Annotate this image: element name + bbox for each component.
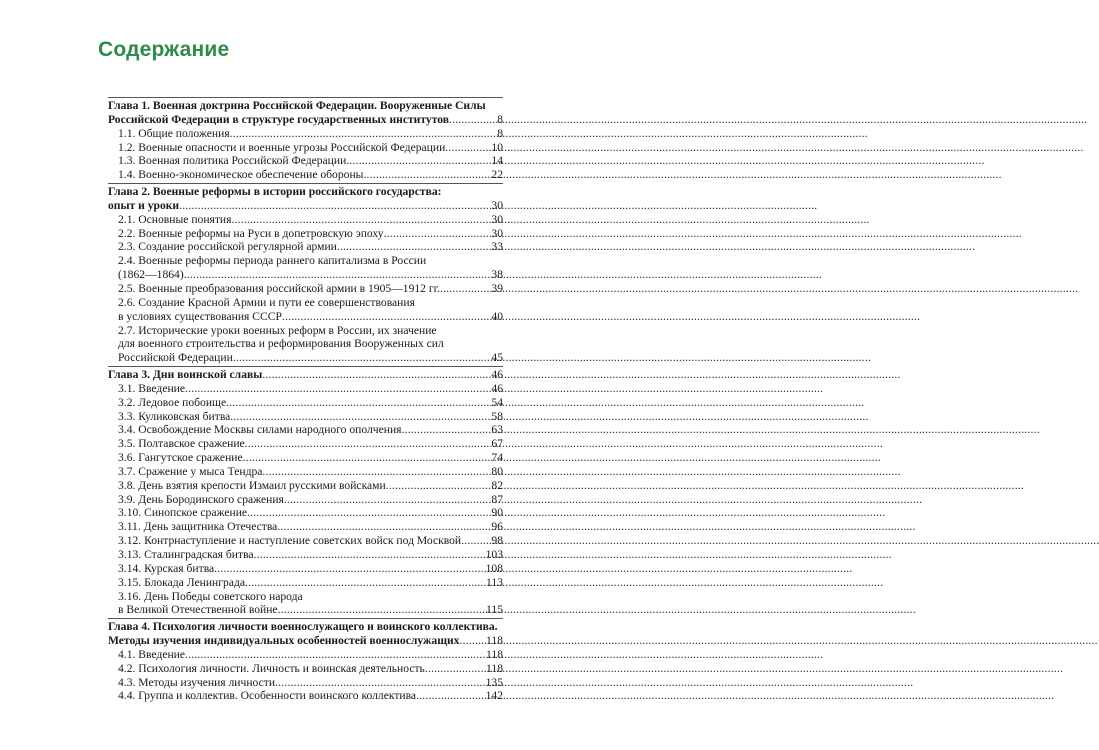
toc-section-entry[interactable] <box>108 689 503 703</box>
section-title: 3.9. День Бородинского сражения <box>118 492 284 506</box>
dot-leader <box>243 451 492 465</box>
toc-section-entry[interactable] <box>108 423 503 437</box>
page-number: 113 <box>486 575 503 589</box>
page-title: Содержание <box>98 38 230 61</box>
chapter-divider <box>108 97 503 98</box>
toc-section-entry[interactable] <box>108 662 503 676</box>
page-number: 67 <box>491 437 503 451</box>
section-title-line: 3.16. День Победы советского народа <box>118 589 303 603</box>
dot-leader <box>337 240 492 254</box>
toc-section-entry[interactable] <box>108 437 503 451</box>
dot-leader <box>226 396 491 410</box>
page-number: 135 <box>485 675 503 689</box>
toc-chapter-entry[interactable] <box>108 368 503 382</box>
toc-section-entry[interactable] <box>108 127 503 141</box>
toc-section-entry[interactable] <box>108 451 503 465</box>
toc-chapter-entry[interactable] <box>108 199 503 213</box>
section-title: 1.2. Военные опасности и военные угрозы Российской Федерации <box>118 140 446 154</box>
section-title: в Великой Отечественной войне <box>118 603 278 617</box>
toc-section-entry[interactable] <box>108 603 503 617</box>
page-number: 108 <box>485 561 503 575</box>
section-title-line: 2.4. Военные реформы периода раннего капитализма в России <box>118 254 427 268</box>
dot-leader <box>386 479 492 493</box>
section-title-line: 2.7. Исторические уроки военных реформ в России, их значение <box>118 323 437 337</box>
dot-leader <box>262 465 491 479</box>
page-number: 45 <box>491 351 503 365</box>
page-number: 82 <box>491 478 503 492</box>
dot-leader <box>284 493 492 507</box>
page-number: 46 <box>491 381 503 395</box>
toc-section-entry[interactable] <box>108 648 503 662</box>
dot-leader <box>230 127 498 141</box>
page-number: 40 <box>491 309 503 323</box>
toc-section-entry[interactable] <box>108 282 503 296</box>
toc-chapter-entry[interactable] <box>108 113 503 127</box>
section-title: 2.1. Основные понятия <box>118 212 232 226</box>
page-number: 63 <box>491 423 503 437</box>
chapter-divider <box>108 183 503 184</box>
dot-leader <box>185 382 491 396</box>
toc-chapter <box>108 182 503 365</box>
chapter-title-line: Глава 2. Военные реформы в истории российского государства: <box>108 185 442 199</box>
section-title: 4.3. Методы изучения личности <box>118 675 276 689</box>
toc-section-entry[interactable] <box>108 141 503 155</box>
page-number: 14 <box>491 154 503 168</box>
section-title: 2.2. Военные реформы на Руси в допетровскую эпоху <box>118 226 384 240</box>
dot-leader <box>459 634 486 648</box>
toc-section-entry[interactable] <box>108 562 503 576</box>
page-number: 118 <box>486 661 503 675</box>
table-of-contents <box>108 96 503 703</box>
dot-leader <box>440 282 491 296</box>
page-number: 38 <box>491 268 503 282</box>
toc-section-entry[interactable] <box>108 520 503 534</box>
toc-chapter-entry[interactable] <box>108 634 503 648</box>
dot-leader <box>282 310 491 324</box>
dot-leader <box>254 548 486 562</box>
chapter-title-line: Глава 4. Психология личности военнослужащего и воинского коллектива. <box>108 620 498 634</box>
section-title: 3.11. День защитника Отечества <box>118 520 278 534</box>
toc-section-entry[interactable] <box>108 213 503 227</box>
chapter-title: опыт и уроки <box>108 198 180 212</box>
section-title-line: 2.6. Создание Красной Армии и пути ее совершенствования <box>118 295 415 309</box>
dot-leader <box>184 268 492 282</box>
page-number: 80 <box>491 464 503 478</box>
page-number: 58 <box>491 409 503 423</box>
section-title: 3.10. Синопское сражение <box>118 506 248 520</box>
page-number: 115 <box>486 603 503 617</box>
page-number: 33 <box>491 240 503 254</box>
dot-leader <box>233 351 492 365</box>
section-title: 3.7. Сражение у мыса Тендра <box>118 464 263 478</box>
section-title: 1.3. Военная политика Российской Федерации <box>118 154 347 168</box>
page-number: 8 <box>497 126 503 140</box>
toc-section-entry[interactable] <box>108 268 503 282</box>
chapter-divider <box>108 366 503 367</box>
toc-chapter <box>108 96 503 182</box>
toc-section-entry[interactable] <box>108 351 503 365</box>
section-title: в условиях существования СССР <box>118 309 282 323</box>
page-number: 30 <box>491 198 503 212</box>
dot-leader <box>461 534 491 548</box>
page-number: 103 <box>485 548 503 561</box>
page-number: 54 <box>491 395 503 409</box>
section-title: 3.14. Курская битва <box>118 561 215 575</box>
section-title: 4.4. Группа и коллектив. Особенности воинского коллектива <box>118 689 417 703</box>
dot-leader <box>245 576 486 590</box>
page-number: 87 <box>491 492 503 506</box>
toc-section-entry[interactable] <box>108 576 503 590</box>
dot-leader <box>425 662 486 676</box>
toc-section-entry[interactable] <box>108 382 503 396</box>
chapter-title: Российской Федерации в структуре государственных институтов <box>108 112 450 126</box>
page-number: 96 <box>491 520 503 534</box>
toc-chapter <box>108 365 503 617</box>
dot-leader <box>278 603 486 617</box>
section-title: 2.3. Создание российской регулярной армии <box>118 240 337 254</box>
dot-leader <box>230 410 491 424</box>
section-title: 1.4. Военно-экономическое обеспечение обороны <box>118 168 364 182</box>
section-title: 4.1. Введение <box>118 647 186 661</box>
section-title: 3.13. Сталинградская битва <box>118 548 254 561</box>
toc-section-entry[interactable] <box>108 465 503 479</box>
dot-leader <box>185 648 486 662</box>
toc-section-entry[interactable] <box>108 240 503 254</box>
page-number: 118 <box>486 647 503 661</box>
page-number: 10 <box>491 140 503 154</box>
toc-chapter <box>108 617 503 703</box>
dot-leader <box>449 113 497 127</box>
section-title: 3.15. Блокада Ленинграда <box>118 575 246 589</box>
page-number: 30 <box>491 212 503 226</box>
dot-leader <box>247 506 491 520</box>
page-number: 74 <box>491 451 503 465</box>
dot-leader <box>363 168 491 182</box>
page-number: 39 <box>491 281 503 295</box>
dot-leader <box>402 423 492 437</box>
page-number: 46 <box>491 368 503 382</box>
section-title: (1862—1864) <box>118 268 184 282</box>
section-title: 3.4. Освобождение Москвы силами народного ополчения <box>118 423 402 437</box>
toc-section-entry[interactable] <box>108 396 503 410</box>
page-number: 90 <box>491 506 503 520</box>
dot-leader <box>245 437 492 451</box>
toc-section-entry[interactable] <box>108 168 503 182</box>
page-number: 118 <box>486 634 503 648</box>
section-title-line: для военного строительства и реформирования Вооруженных сил <box>118 337 444 351</box>
section-title: 3.8. День взятия крепости Измаил русскими войсками <box>118 478 386 492</box>
toc-section-entry[interactable] <box>108 548 503 562</box>
toc-section-entry[interactable] <box>108 479 503 493</box>
page-number: 22 <box>491 168 503 182</box>
section-title: 3.12. Контрнаступление и наступление советских войск под Москвой <box>118 534 462 548</box>
section-title: 4.2. Психология личности. Личность и воинская деятельность <box>118 661 425 675</box>
toc-section-entry[interactable] <box>108 534 503 548</box>
dot-leader <box>262 368 491 382</box>
toc-section-entry[interactable] <box>108 154 503 168</box>
dot-leader <box>277 520 491 534</box>
section-title: 3.2. Ледовое побоище <box>118 395 227 409</box>
dot-leader <box>231 213 491 227</box>
section-title: 2.5. Военные преобразования российской армии в 1905—1912 гг. <box>118 281 440 295</box>
page-number: 142 <box>485 689 503 703</box>
chapter-divider <box>108 618 503 619</box>
dot-leader <box>445 141 491 155</box>
toc-section-entry[interactable] <box>108 410 503 424</box>
dot-leader <box>214 562 485 576</box>
dot-leader <box>384 227 492 241</box>
toc-section-entry[interactable] <box>108 676 503 690</box>
toc-section-entry[interactable] <box>108 506 503 520</box>
section-title: 3.3. Куликовская битва <box>118 409 231 423</box>
page-number: 30 <box>491 226 503 240</box>
dot-leader <box>346 154 491 168</box>
toc-section-entry[interactable] <box>108 310 503 324</box>
chapter-title: Глава 3. Дни воинской славы <box>108 368 263 382</box>
chapter-title-line: Глава 1. Военная доктрина Российской Федерации. Вооруженные Силы <box>108 99 486 112</box>
section-title: 3.6. Гангутское сражение <box>118 451 243 465</box>
section-title: 3.5. Полтавское сражение <box>118 437 245 451</box>
page-number: 8 <box>497 112 503 126</box>
dot-leader <box>275 676 486 690</box>
page-number: 98 <box>491 534 503 548</box>
chapter-title: Методы изучения индивидуальных особенностей военнослужащих <box>108 634 460 648</box>
toc-section-entry[interactable] <box>108 493 503 507</box>
dot-leader <box>179 199 491 213</box>
section-title: 3.1. Введение <box>118 381 186 395</box>
section-title: 1.1. Общие положения <box>118 126 230 140</box>
dot-leader <box>416 689 486 703</box>
section-title: Российской Федерации <box>118 351 233 365</box>
toc-section-entry[interactable] <box>108 227 503 241</box>
